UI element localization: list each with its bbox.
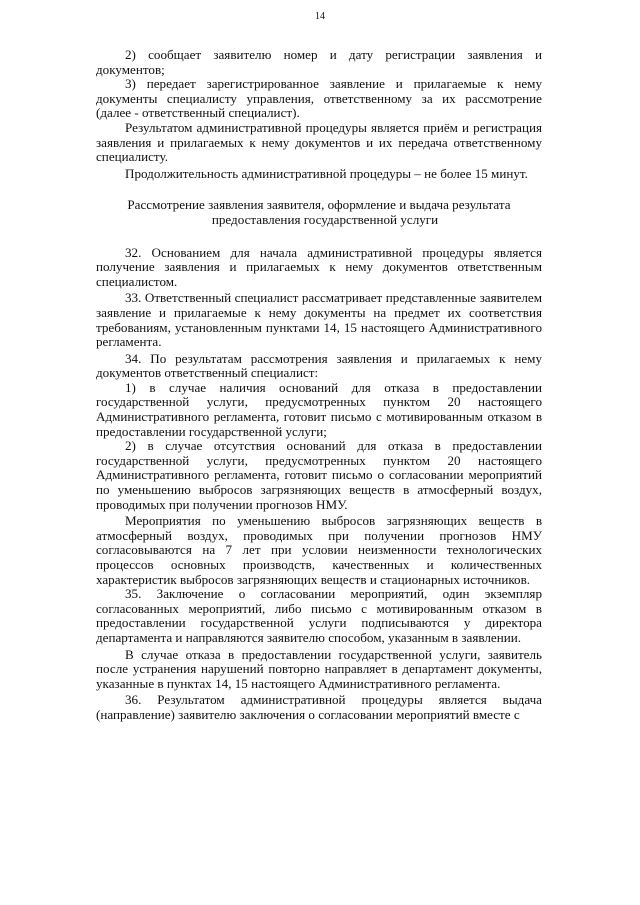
section-heading bbox=[96, 198, 542, 227]
section-heading-line: Рассмотрение заявления заявителя, оформление и выдача результата bbox=[127, 197, 511, 213]
paragraph-36: 36. Результатом административной процедуры является выдача (направление) заявителю заключения о согласовании мероприятий вместе с bbox=[96, 692, 542, 722]
section-heading-line: предоставления государственной услуги bbox=[211, 211, 439, 227]
paragraph: 3) передает зарегистрированное заявление и прилагаемые к нему документы специалисту управления, ответственному за их рассмотрение (далее - ответственный специалист). bbox=[96, 76, 542, 121]
paragraph-32: 32. Основанием для начала административной процедуры является получение заявления и прилагаемых к нему документов ответственным специалистом. bbox=[96, 244, 542, 289]
paragraph: Продолжительность административной процедуры – не более 15 минут. bbox=[125, 165, 528, 181]
page-number: 14 bbox=[315, 11, 325, 22]
list-item-1: 1) в случае наличия оснований для отказа в предоставлении государственной услуги, предусмотренных пунктом 20 настоящего Административного регламента, готовит письмо с мотивированным отказом в предоставлении государственной услуги; bbox=[96, 379, 542, 439]
paragraph-33: 33. Ответственный специалист рассматривает представленные заявителем заявление и прилагаемые к нему документы на предмет их соответствия требованиям, установленным пунктами 14, 15 настоящего Административного регламента. bbox=[96, 290, 542, 350]
paragraph: Мероприятия по уменьшению выбросов загрязняющих веществ в атмосферный воздух, проводимых при получении прогнозов НМУ согласовываются на 7 лет при условии неизменности технологических процессов основных производств, качественных и количественных характеристик выбросов загрязняющих веществ и стационарных источников. bbox=[96, 513, 542, 587]
document-body bbox=[96, 48, 542, 723]
paragraph-34: 34. По результатам рассмотрения заявления и прилагаемых к нему документов ответственный специалист: bbox=[96, 350, 542, 381]
paragraph: В случае отказа в предоставлении государственной услуги, заявитель после устранения нарушений повторно направляет в департамент документы, указанные в пунктах 14, 15 настоящего Административного регламента. bbox=[96, 646, 542, 691]
paragraph: Результатом административной процедуры является приём и регистрация заявления и прилагаемых к нему документов и их передача ответственному специалисту. bbox=[96, 119, 542, 165]
list-item-2: 2) в случае отсутствия оснований для отказа в предоставлении государственной услуги, предусмотренных пунктом 20 настоящего Административного регламента, готовит письмо о согласовании мероприятий по уменьшению выбросов загрязняющих веществ в атмосферный воздух, проводимых при получении прогнозов НМУ. bbox=[96, 438, 542, 512]
paragraph: 2) сообщает заявителю номер и дату регистрации заявления и документов; bbox=[96, 47, 542, 77]
paragraph-35: 35. Заключение о согласовании мероприятий, один экземпляр согласованных мероприятий, либо письмо с мотивированным отказом в предоставлении государственной услуги подписываются у директора департамента и направляются заявителю способом, указанным в заявлении. bbox=[96, 586, 542, 645]
